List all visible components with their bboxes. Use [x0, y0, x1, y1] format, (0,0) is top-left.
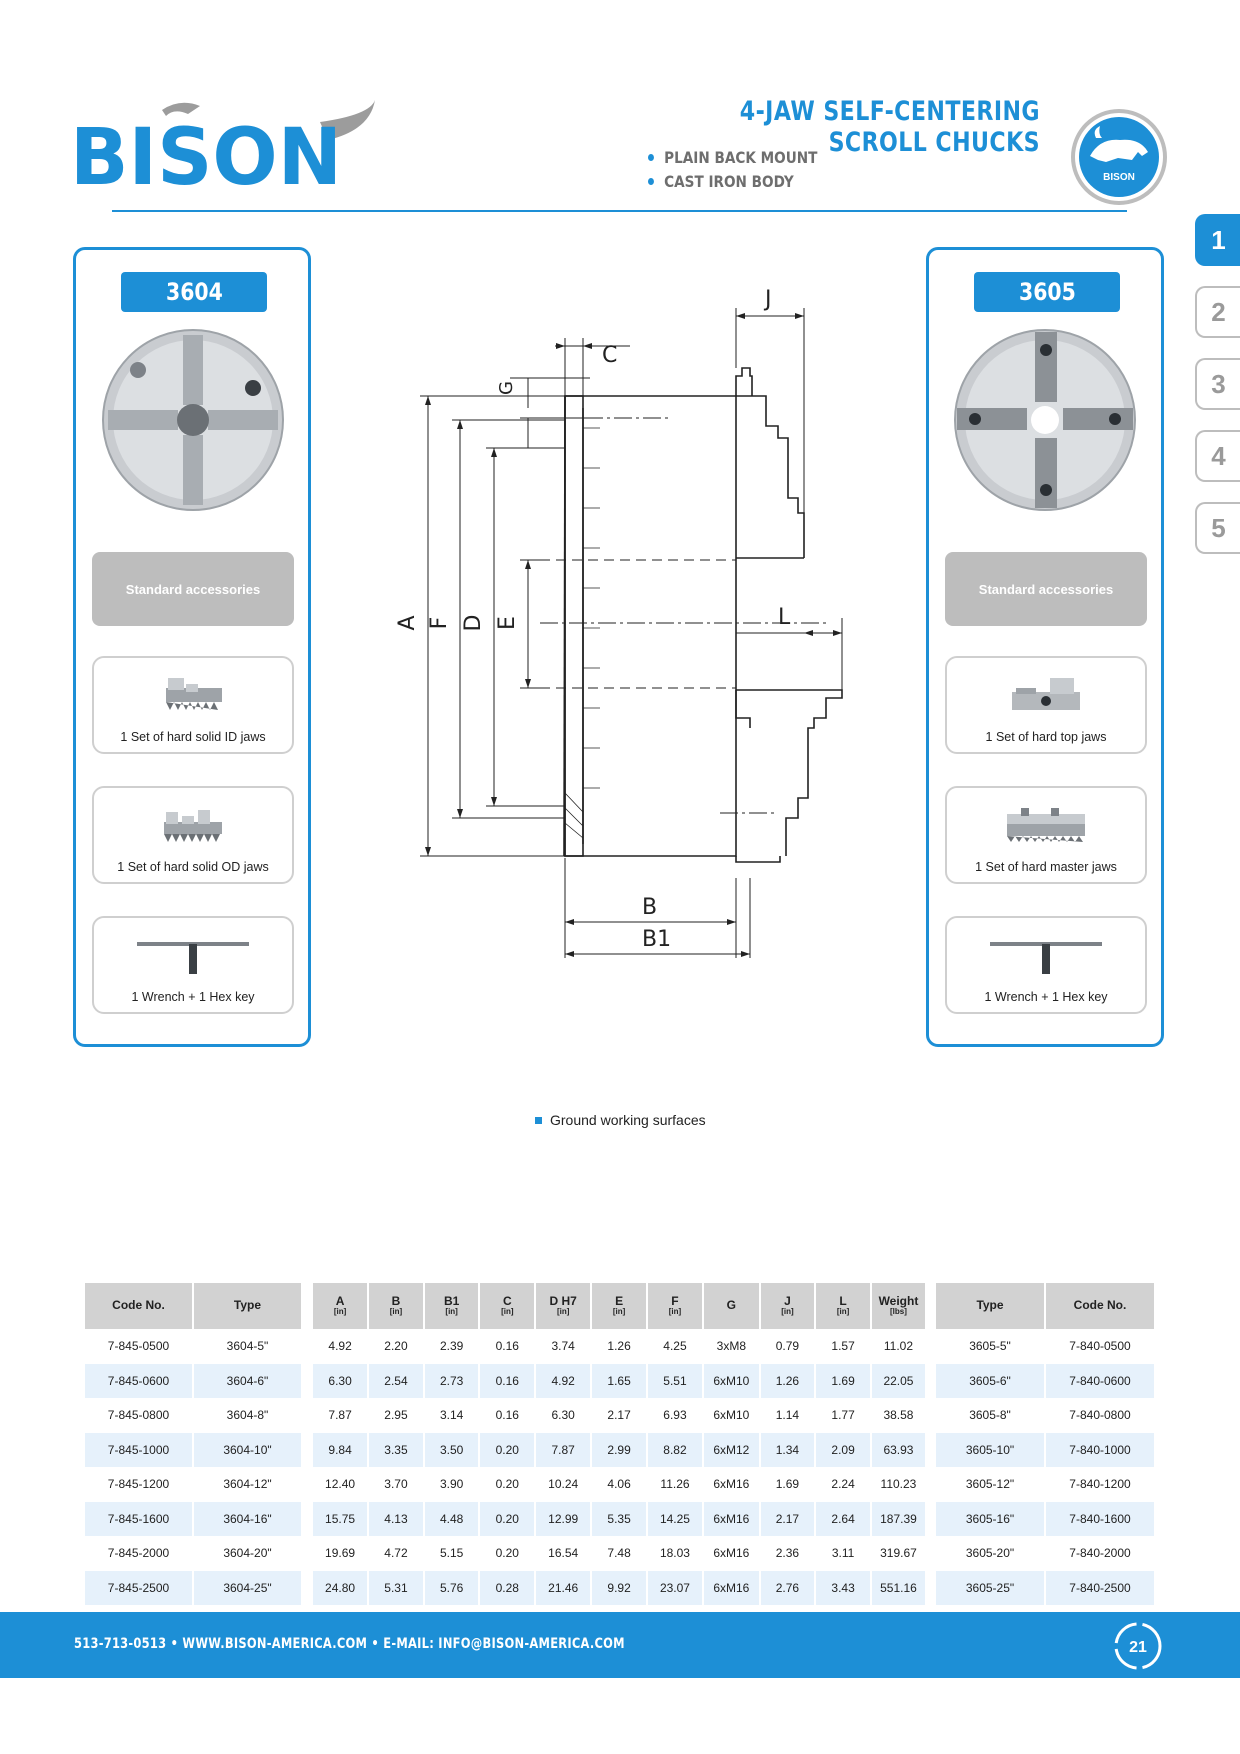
- table-row: [85, 1364, 302, 1399]
- col-header: B1 [in]: [424, 1283, 480, 1329]
- accessory-label: 1 Set of hard top jaws: [985, 730, 1107, 744]
- table-cell: 2.17: [591, 1398, 647, 1433]
- table-cell: 21.46: [535, 1571, 591, 1606]
- id-jaws-icon: [158, 670, 228, 720]
- table-row: [85, 1571, 302, 1606]
- accessory-label: 1 Set of hard solid ID jaws: [120, 730, 266, 744]
- table-cell: 6xM16: [703, 1571, 760, 1606]
- od-jaws-icon: [158, 800, 228, 850]
- table-cell: 4.72: [368, 1536, 424, 1571]
- table-cell: 7-840-0800: [1045, 1398, 1155, 1433]
- table-cell: 3.35: [368, 1433, 424, 1468]
- table-cell: 6xM10: [703, 1364, 760, 1399]
- table-cell: 7-840-1600: [1045, 1502, 1155, 1537]
- badge-text: BISON: [1103, 172, 1135, 183]
- table-cell: 7-840-0500: [1045, 1329, 1155, 1364]
- table-cell: 16.54: [535, 1536, 591, 1571]
- table-row: [85, 1536, 302, 1571]
- table-cell: 6xM16: [703, 1536, 760, 1571]
- wrench-icon: [133, 930, 253, 980]
- table-row: [85, 1433, 302, 1468]
- dim-label-e: E: [495, 616, 520, 630]
- table-cell: 24.80: [313, 1571, 368, 1606]
- table-cell: 3604-25": [193, 1571, 302, 1606]
- table-cell: 7-840-2000: [1045, 1536, 1155, 1571]
- table-row: [313, 1536, 926, 1571]
- table-cell: 7.87: [313, 1398, 368, 1433]
- accessory-label: 1 Set of hard master jaws: [975, 860, 1117, 874]
- ground-surfaces-note: Ground working surfaces: [535, 1112, 706, 1128]
- table-cell: 1.26: [591, 1329, 647, 1364]
- feature-bullets: [648, 148, 847, 196]
- table-cell: 0.20: [479, 1502, 535, 1537]
- table-cell: 7-845-1600: [85, 1502, 193, 1537]
- table-row: [936, 1467, 1155, 1502]
- dim-label-b: B: [642, 895, 658, 920]
- table-cell: 4.06: [591, 1467, 647, 1502]
- table-cell: 2.95: [368, 1398, 424, 1433]
- top-jaws-icon: [1006, 670, 1086, 720]
- page-number-badge: [1112, 1620, 1164, 1672]
- table-cell: 9.84: [313, 1433, 368, 1468]
- table-cell: 3.70: [368, 1467, 424, 1502]
- table-row: [85, 1502, 302, 1537]
- accessories-heading: Standard accessories: [945, 552, 1147, 626]
- table-cell: 3604-12": [193, 1467, 302, 1502]
- tab-section-3[interactable]: 3: [1195, 358, 1240, 410]
- table-cell: 3605-25": [936, 1571, 1045, 1606]
- table-cell: 6.30: [535, 1398, 591, 1433]
- table-cell: 6xM12: [703, 1433, 760, 1468]
- table-row: [313, 1433, 926, 1468]
- accessory-wrench: [92, 916, 294, 1014]
- accessory-top-jaws: [945, 656, 1147, 754]
- col-header: A [in]: [313, 1283, 368, 1329]
- table-cell: 0.16: [479, 1364, 535, 1399]
- chuck-3605-photo: [945, 320, 1145, 520]
- chuck-3604-photo: [93, 320, 293, 520]
- dim-label-c: C: [602, 343, 618, 368]
- accessories-heading: Standard accessories: [92, 552, 294, 626]
- table-cell: 3604-6": [193, 1364, 302, 1399]
- table-cell: 3605-5": [936, 1329, 1045, 1364]
- table-cell: 5.35: [591, 1502, 647, 1537]
- table-cell: 1.65: [591, 1364, 647, 1399]
- table-cell: 11.26: [647, 1467, 703, 1502]
- footer-contact: 513-713-0513 • WWW.BISON-AMERICA.COM • E-MAIL: INFO@BISON-AMERICA.COM: [74, 1636, 625, 1652]
- accessory-label: 1 Wrench + 1 Hex key: [984, 990, 1108, 1004]
- table-cell: 3.43: [815, 1571, 871, 1606]
- table-cell: 2.73: [424, 1364, 480, 1399]
- table-cell: 319.67: [871, 1536, 926, 1571]
- table-cell: 2.76: [760, 1571, 816, 1606]
- dim-label-d: D: [461, 614, 486, 632]
- col-header: G: [703, 1283, 760, 1329]
- table-row: [936, 1433, 1155, 1468]
- dim-label-j: J: [765, 287, 772, 312]
- dimensions-table: [313, 1283, 927, 1605]
- table-cell: 38.58: [871, 1398, 926, 1433]
- table-cell: 0.20: [479, 1433, 535, 1468]
- table-cell: 3604-10": [193, 1433, 302, 1468]
- table-cell: 19.69: [313, 1536, 368, 1571]
- table-cell: 14.25: [647, 1502, 703, 1537]
- table-row: [936, 1536, 1155, 1571]
- brand-name: BISON: [70, 113, 342, 190]
- table-cell: 9.92: [591, 1571, 647, 1606]
- table-cell: 3605-10": [936, 1433, 1045, 1468]
- table-cell: 187.39: [871, 1502, 926, 1537]
- table-cell: 5.31: [368, 1571, 424, 1606]
- table-row: [313, 1398, 926, 1433]
- accessory-label: 1 Wrench + 1 Hex key: [131, 990, 255, 1004]
- wrench-icon: [986, 930, 1106, 980]
- table-cell: 23.07: [647, 1571, 703, 1606]
- table-cell: 7.48: [591, 1536, 647, 1571]
- dim-label-a: A: [395, 615, 420, 631]
- table-row: [936, 1571, 1155, 1606]
- table-cell: 3.74: [535, 1329, 591, 1364]
- table-row: [313, 1467, 926, 1502]
- table-cell: 4.48: [424, 1502, 480, 1537]
- table-cell: 1.14: [760, 1398, 816, 1433]
- table-cell: 2.20: [368, 1329, 424, 1364]
- table-cell: 7-840-1000: [1045, 1433, 1155, 1468]
- model-label-3604: 3604: [121, 272, 267, 312]
- table-row: [85, 1329, 302, 1364]
- page-title: 4-JAW SELF-CENTERING SCROLL CHUCKS: [739, 96, 1040, 158]
- table-cell: 7-845-1000: [85, 1433, 193, 1468]
- table-cell: 1.69: [760, 1467, 816, 1502]
- table-cell: 1.34: [760, 1433, 816, 1468]
- chuck-dimension-drawing: [390, 278, 870, 978]
- table-cell: 7-845-2000: [85, 1536, 193, 1571]
- accessory-label: 1 Set of hard solid OD jaws: [117, 860, 269, 874]
- col-header: D H7 [in]: [535, 1283, 591, 1329]
- table-row: [313, 1502, 926, 1537]
- col-header: F [in]: [647, 1283, 703, 1329]
- table-cell: 10.24: [535, 1467, 591, 1502]
- bison-badge-logo: [1070, 108, 1168, 206]
- table-row: [936, 1364, 1155, 1399]
- col-header: Type: [193, 1283, 302, 1329]
- table-cell: 3604-8": [193, 1398, 302, 1433]
- table-cell: 4.92: [313, 1329, 368, 1364]
- table-cell: 6.30: [313, 1364, 368, 1399]
- table-cell: 12.40: [313, 1467, 368, 1502]
- table-cell: 3605-6": [936, 1364, 1045, 1399]
- table-cell: 7-840-1200: [1045, 1467, 1155, 1502]
- table-row: [936, 1329, 1155, 1364]
- code-type-table-3605: [936, 1283, 1156, 1605]
- model-label-3605: 3605: [974, 272, 1120, 312]
- table-row: [313, 1329, 926, 1364]
- col-header: Code No.: [1045, 1283, 1155, 1329]
- tab-section-4[interactable]: 4: [1195, 430, 1240, 482]
- table-cell: 5.15: [424, 1536, 480, 1571]
- table-cell: 1.57: [815, 1329, 871, 1364]
- table-cell: 7-840-2500: [1045, 1571, 1155, 1606]
- tab-section-1[interactable]: 1: [1195, 214, 1240, 266]
- table-cell: 3604-5": [193, 1329, 302, 1364]
- tab-section-2[interactable]: 2: [1195, 286, 1240, 338]
- table-cell: 5.51: [647, 1364, 703, 1399]
- table-cell: 1.26: [760, 1364, 816, 1399]
- table-cell: 3604-16": [193, 1502, 302, 1537]
- table-cell: 2.54: [368, 1364, 424, 1399]
- col-header: Type: [936, 1283, 1045, 1329]
- table-cell: 0.28: [479, 1571, 535, 1606]
- table-cell: 7-845-2500: [85, 1571, 193, 1606]
- table-cell: 18.03: [647, 1536, 703, 1571]
- table-row: [936, 1502, 1155, 1537]
- table-cell: 0.79: [760, 1329, 816, 1364]
- table-cell: 15.75: [313, 1502, 368, 1537]
- table-row: [936, 1398, 1155, 1433]
- table-cell: 3605-12": [936, 1467, 1045, 1502]
- col-header: C [in]: [479, 1283, 535, 1329]
- dim-label-g: G: [496, 381, 517, 395]
- table-cell: 7-845-1200: [85, 1467, 193, 1502]
- col-header: Weight [lbs]: [871, 1283, 926, 1329]
- col-header: Code No.: [85, 1283, 193, 1329]
- table-cell: 551.16: [871, 1571, 926, 1606]
- note-bullet-icon: [535, 1117, 542, 1124]
- table-row: [313, 1571, 926, 1606]
- table-cell: 12.99: [535, 1502, 591, 1537]
- table-cell: 7-845-0800: [85, 1398, 193, 1433]
- table-cell: 2.64: [815, 1502, 871, 1537]
- accessory-wrench: [945, 916, 1147, 1014]
- table-cell: 3605-20": [936, 1536, 1045, 1571]
- table-cell: 63.93: [871, 1433, 926, 1468]
- table-row: [85, 1398, 302, 1433]
- table-cell: 7-840-0600: [1045, 1364, 1155, 1399]
- dim-label-f: F: [427, 616, 452, 630]
- table-cell: 2.39: [424, 1329, 480, 1364]
- table-cell: 2.17: [760, 1502, 816, 1537]
- table-cell: 0.16: [479, 1398, 535, 1433]
- tab-section-5[interactable]: 5: [1195, 502, 1240, 554]
- table-cell: 2.36: [760, 1536, 816, 1571]
- col-header: L [in]: [815, 1283, 871, 1329]
- col-header: B [in]: [368, 1283, 424, 1329]
- dim-label-b1: B1: [642, 927, 672, 952]
- table-cell: 22.05: [871, 1364, 926, 1399]
- table-cell: 4.13: [368, 1502, 424, 1537]
- table-cell: 0.16: [479, 1329, 535, 1364]
- table-cell: 2.24: [815, 1467, 871, 1502]
- feature-bullet: CAST IRON BODY: [648, 172, 817, 191]
- header-rule: [112, 210, 1127, 212]
- table-row: [85, 1467, 302, 1502]
- table-cell: 1.77: [815, 1398, 871, 1433]
- table-cell: 3605-16": [936, 1502, 1045, 1537]
- table-cell: 7-845-0600: [85, 1364, 193, 1399]
- table-cell: 11.02: [871, 1329, 926, 1364]
- table-cell: 110.23: [871, 1467, 926, 1502]
- master-jaws-icon: [1001, 800, 1091, 850]
- col-header: J [in]: [760, 1283, 816, 1329]
- table-row: [313, 1364, 926, 1399]
- table-cell: 3604-20": [193, 1536, 302, 1571]
- table-cell: 5.76: [424, 1571, 480, 1606]
- table-cell: 4.92: [535, 1364, 591, 1399]
- table-cell: 1.69: [815, 1364, 871, 1399]
- table-cell: 6xM16: [703, 1502, 760, 1537]
- dim-label-l: L: [778, 605, 791, 630]
- table-cell: 4.25: [647, 1329, 703, 1364]
- page-number: 21: [1129, 1639, 1147, 1656]
- table-cell: 3.14: [424, 1398, 480, 1433]
- table-cell: 0.20: [479, 1536, 535, 1571]
- table-cell: 7.87: [535, 1433, 591, 1468]
- table-cell: 0.20: [479, 1467, 535, 1502]
- table-cell: 3605-8": [936, 1398, 1045, 1433]
- accessory-od-jaws: [92, 786, 294, 884]
- feature-bullet: PLAIN BACK MOUNT: [648, 148, 817, 167]
- col-header: E [in]: [591, 1283, 647, 1329]
- accessory-master-jaws: [945, 786, 1147, 884]
- accessory-id-jaws: [92, 656, 294, 754]
- table-cell: 8.82: [647, 1433, 703, 1468]
- bison-logo: [70, 100, 380, 190]
- table-cell: 3.90: [424, 1467, 480, 1502]
- table-cell: 7-845-0500: [85, 1329, 193, 1364]
- table-cell: 6xM10: [703, 1398, 760, 1433]
- code-type-table-3604: [85, 1283, 303, 1605]
- table-cell: 2.99: [591, 1433, 647, 1468]
- table-cell: 2.09: [815, 1433, 871, 1468]
- table-cell: 6.93: [647, 1398, 703, 1433]
- table-cell: 3.50: [424, 1433, 480, 1468]
- table-cell: 6xM16: [703, 1467, 760, 1502]
- table-cell: 3.11: [815, 1536, 871, 1571]
- table-cell: 3xM8: [703, 1329, 760, 1364]
